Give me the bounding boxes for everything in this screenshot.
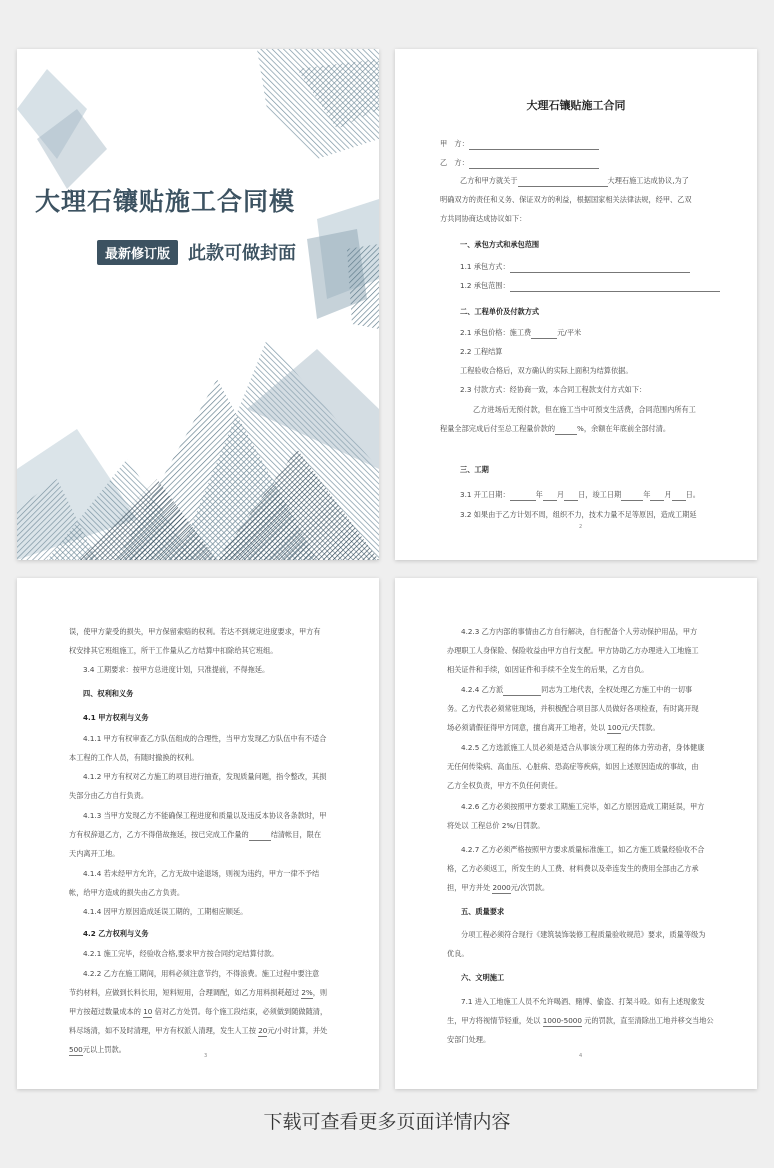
clause-3-1: 3.1 开工日期： 年 月 日，竣工日期 年 月 日。 xyxy=(460,489,700,501)
clause-4-1-2: 4.1.2 甲方有权对乙方施工的项目进行抽查，发现质量问题，指令整改，其损 xyxy=(83,772,327,781)
clause-4-2-1: 4.2.1 施工完毕，经验收合格,要求甲方按合同约定结算付款。 xyxy=(83,949,279,958)
text-line: 本工程的工作人员，有随时撤换的权利。 xyxy=(69,753,199,762)
page-number: 4 xyxy=(579,1053,583,1059)
clause-4-2-5: 4.2.5 乙方选派施工人员必须是适合从事该分项工程的体力劳动者，身体健康 xyxy=(461,743,705,752)
contract-title: 大理石镶贴施工合同 xyxy=(526,99,626,112)
cover-geometric-pattern xyxy=(17,49,379,560)
text-line: 将处以 工程总价 2%/日罚款。 xyxy=(447,821,545,830)
clause-3-4: 3.4 工期要求：按甲方总进度计划，只准提前，不得拖延。 xyxy=(83,665,270,674)
text-line: 权安排其它班组施工，所干工作量从乙方结算中扣除给其它班组。 xyxy=(69,646,278,655)
cover-title: 大理石镶贴施工合同模 xyxy=(35,187,296,216)
intro-line-3: 方共同协商达成协议如下： xyxy=(440,214,527,223)
page-number: 3 xyxy=(204,1053,208,1059)
clause-2-3-text-1: 乙方进场后无预付款，但在施工当中可预支生活费，合同范围内所有工 xyxy=(473,405,696,414)
text-line: 安部门处理。 xyxy=(447,1035,491,1044)
revision-badge: 最新修订版 xyxy=(97,240,178,265)
clause-1-1: 1.1 承包方式： xyxy=(460,261,690,273)
section-4-heading: 四、权利和义务 xyxy=(83,689,134,698)
cover-subtitle-row xyxy=(97,239,296,265)
clause-4-1-4b: 4.1.4 因甲方原因造成延误工期的，工期相应顺延。 xyxy=(83,907,248,916)
text-line: 500元以上罚款。 xyxy=(69,1044,126,1056)
intro-line-1: 乙方和甲方就关于 大理石施工达成协议,为了 xyxy=(460,175,689,187)
clause-4-1-3: 4.1.3 当甲方发现乙方不能确保工程进度和质量以及违反本协议各条款时，甲 xyxy=(83,811,327,820)
text-line: 料尽场清，如不及时清理，甲方有权派人清理，发生人工按 20元/小时计算，并处 xyxy=(69,1025,327,1037)
text-line: 甲方按超过数量成本的 10 倍对乙方处罚。每个施工段结束，必须做到随做随清， xyxy=(69,1006,327,1018)
clause-2-3-text-2: 程量全部完成后付至总工程量价款的 %，余额在年底前全部付清。 xyxy=(440,423,670,435)
text-line: 失部分由乙方自行负责。 xyxy=(69,791,149,800)
text-line: 天内离开工地。 xyxy=(69,849,120,858)
clause-4-2-3: 4.2.3 乙方内部的事情由乙方自行解决，自行配备个人劳动保护用品，甲方 xyxy=(461,627,698,636)
clause-2-2-text: 工程验收合格后，双方确认的实际上面积为结算依据。 xyxy=(460,366,633,375)
section-1-heading: 一、承包方式和承包范围 xyxy=(460,240,540,249)
text-line: 无任何传染病、高血压、心脏病、恐高症等疾病，如因上述原因造成的事故，由 xyxy=(447,762,699,771)
clause-4-2-2: 4.2.2 乙方在施工期间，用料必须注意节约，不得浪费。施工过程中要注意 xyxy=(83,969,320,978)
contract-page-2 xyxy=(395,49,757,560)
section-6-heading: 六、文明施工 xyxy=(461,973,505,982)
clause-4-2-6: 4.2.6 乙方必须按照甲方要求工期施工完毕，如乙方原因造成工期延误，甲方 xyxy=(461,802,705,811)
text-line: 优良。 xyxy=(447,949,469,958)
cover-subtitle: 此款可做封面 xyxy=(188,243,297,264)
section-2-heading: 二、工程单价及付款方式 xyxy=(460,307,540,316)
party-a-line: 甲 方： xyxy=(440,138,599,150)
page-number: 2 xyxy=(579,524,583,530)
cover-page xyxy=(17,49,379,560)
text-line: 帐，给甲方造成的损失由乙方负责。 xyxy=(69,888,185,897)
text-line: 务。乙方代表必须常驻现场，并积极配合项目部人员做好各项检查，有时离开现 xyxy=(447,704,699,713)
text-line: 相关证件和手续，如因证件和手续不全发生的后果，乙方自负。 xyxy=(447,665,649,674)
clause-3-2: 3.2 如果由于乙方计划不周，组织不力，技术力量不足等原因，造成工期延 xyxy=(460,510,697,519)
contract-page-4 xyxy=(395,578,757,1089)
text-line: 节约材料，应做到长料长用，短料短用，合理调配，如乙方用料损耗超过 2%，则 xyxy=(69,987,327,999)
clause-2-1: 2.1 承包价格：施工费 元/平米 xyxy=(460,327,581,339)
party-b-line: 乙 方： xyxy=(440,157,599,169)
text-line: 担，甲方并处 2000元/次罚款。 xyxy=(447,882,549,894)
subsection-4-1-heading: 4.1 甲方权利与义务 xyxy=(83,713,149,722)
text-line: 误，使甲方蒙受的损失，甲方保留索赔的权利。若达不到规定进度要求，甲方有 xyxy=(69,627,321,636)
subsection-4-2-heading: 4.2 乙方权利与义务 xyxy=(83,929,149,938)
text-line: 乙方全权负责，甲方不负任何责任。 xyxy=(447,781,563,790)
download-hint: 下载可查看更多页面详情内容 xyxy=(263,1111,511,1133)
clause-4-1-1: 4.1.1 甲方有权审查乙方队伍组成的合理性，当甲方发现乙方队伍中有不适合 xyxy=(83,734,327,743)
clause-1-2: 1.2 承包范围： xyxy=(460,280,720,292)
intro-line-2: 明确双方的责任和义务、保证双方的利益，根据国家相关法律法规，经甲、乙双 xyxy=(440,195,692,204)
text-line: 方有权辞退乙方，乙方不得借故拖延，按已完成工作量的 结清帐目，限在 xyxy=(69,829,321,841)
quality-text: 分项工程必须符合现行《建筑装饰装修工程质量验收规范》要求，质量等级为 xyxy=(461,930,706,939)
text-line: 生，甲方将视情节轻重，处以 1000-5000 元的罚款，直至清除出工地并移交当地公 xyxy=(447,1015,714,1027)
text-line: 场必须请假征得甲方同意，擅自离开工地者，处以 100元/天罚款。 xyxy=(447,722,660,734)
section-3-heading: 三、工期 xyxy=(460,465,489,474)
clause-2-3: 2.3 付款方式：经协商一致，本合同工程款支付方式如下： xyxy=(460,385,647,394)
contract-page-3 xyxy=(17,578,379,1089)
clause-7-1: 7.1 进入工地施工人员不允许喝酒、赌博、偷盗、打架斗殴。如有上述现象发 xyxy=(461,997,705,1006)
clause-4-2-7: 4.2.7 乙方必须严格按照甲方要求质量标准施工，如乙方施工质量经验收不合 xyxy=(461,845,705,854)
clause-2-2: 2.2 工程结算 xyxy=(460,347,503,356)
section-5-heading: 五、质量要求 xyxy=(461,907,505,916)
clause-4-1-4: 4.1.4 若未经甲方允许，乙方无故中途退场，则视为违约，甲方一律不予结 xyxy=(83,869,320,878)
clause-4-2-4: 4.2.4 乙方派 同志为工地代表，全权处理乙方施工中的一切事 xyxy=(461,684,692,696)
text-line: 办理职工人身保险、保险收益由甲方自行支配。甲方协助乙方办理进入工地施工 xyxy=(447,646,699,655)
text-line: 格，乙方必须返工，所发生的人工费、材料费以及牵连发生的费用全部由乙方承 xyxy=(447,864,699,873)
